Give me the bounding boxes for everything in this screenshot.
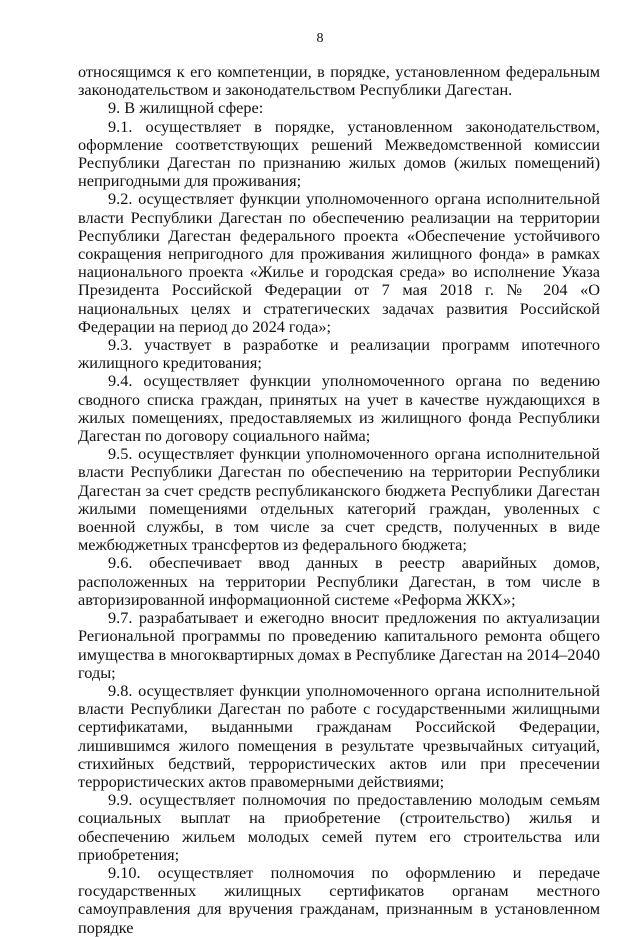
paragraph-continuation: относящимся к его компетенции, в порядке, установленном федеральным законодательством и законодательством Республики Дагестан. <box>78 62 600 100</box>
paragraph-9-5: 9.5. осуществляет функции уполномоченного органа исполнительной власти Республики Дагестан по обеспечению на территории Республики Дагестан за счет средств республиканского бюджета Республики Дагестан жилыми помещениями отдельных категорий граждан, уволенных с военной службы, в том числе за счет средств, полученных в виде межбюджетных трансфертов из федерального бюджета; <box>78 444 600 555</box>
section-heading-housing: 9. В жилищной сфере: <box>108 98 264 118</box>
paragraph-9-9: 9.9. осуществляет полномочия по предоставлению молодым семьям социальных выплат на приобретение (строительство) жилья и обеспечению жильем молодых семей путем его строительства или приобретения; <box>78 790 600 864</box>
paragraph-9-6: 9.6. обеспечивает ввод данных в реестр аварийных домов, расположенных на территории Республики Дагестан, в том числе в авторизированной информационной системе «Реформа ЖКХ»; <box>78 553 600 609</box>
paragraph-9-8: 9.8. осуществляет функции уполномоченного органа исполнительной власти Республики Дагестан по работе с государственными жилищными сертификатами, выданными гражданам Российской Федерации, лишившимся жилого помещения в результате чрезвычайных ситуаций, стихийных бедствий, террористических актов или при пресечении террористических актов правомерными действиями; <box>78 680 600 791</box>
paragraph-9-10: 9.10. осуществляет полномочия по оформлению и передаче государственных жилищных сертификатов органам местного самоуправления для вручения гражданам, признанным в установленном порядке <box>78 862 600 937</box>
paragraph-9-3: 9.3. участвует в разработке и реализации программ ипотечного жилищного кредитования; <box>78 335 600 373</box>
paragraph-9-1: 9.1. осуществляет в порядке, установленном законодательством, оформление соответствующих решений Межведомственной комиссии Республики Дагестан по признанию жилых домов (жилых помещений) непригодными для проживания; <box>78 116 600 191</box>
page-number: 8 <box>316 31 324 46</box>
paragraph-9-2: 9.2. осуществляет функции уполномоченного органа исполнительной власти Республики Дагестан по обеспечению реализации на территории Республики Дагестан федерального проекта «Обеспечение устойчивого сокращения непригодного для проживания жилищного фонда» в рамках национального проекта «Жилье и городская среда» во исполнение Указа Президента Российской Федерации от 7 мая 2018 г. № 204 «О национальных целях и стратегических задачах развития Российской Федерации на период до 2024 года»; <box>78 189 600 336</box>
paragraph-9-4: 9.4. осуществляет функции уполномоченного органа по ведению сводного списка граждан, принятых на учет в качестве нуждающихся в жилых помещениях, предоставляемых из жилищного фонда Республики Дагестан по договору социального найма; <box>78 371 600 446</box>
document-body <box>78 63 600 937</box>
paragraph-9-7: 9.7. разрабатывает и ежегодно вносит предложения по актуализации Региональной программы по проведению капитального ремонта общего имущества в многоквартирных домах в Республике Дагестан на 2014–2040 годы; <box>78 608 600 682</box>
